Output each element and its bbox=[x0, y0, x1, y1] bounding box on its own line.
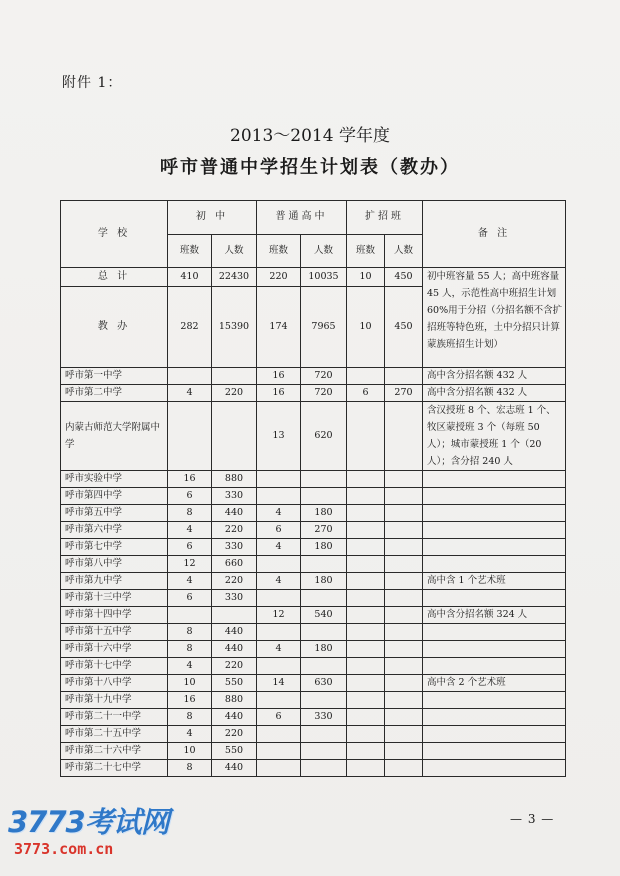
total-senior-people: 10035 bbox=[301, 268, 347, 287]
cell-j-classes: 6 bbox=[168, 488, 212, 505]
subheader-senior-classes: 班数 bbox=[257, 234, 301, 268]
office-senior-people: 7965 bbox=[301, 287, 347, 368]
header-remark: 备 注 bbox=[423, 201, 566, 268]
cell-s-people: 720 bbox=[301, 368, 347, 385]
office-label: 教 办 bbox=[61, 287, 168, 368]
cell-j-people: 220 bbox=[212, 658, 257, 675]
table-row bbox=[61, 641, 566, 658]
cell-e-people bbox=[385, 539, 423, 556]
title-main: 呼市普通中学招生计划表（教办） bbox=[160, 157, 460, 178]
table-row bbox=[61, 590, 566, 607]
cell-e-classes: 6 bbox=[347, 385, 385, 402]
cell-s-classes: 16 bbox=[257, 385, 301, 402]
cell-e-classes bbox=[347, 368, 385, 385]
cell-j-classes: 4 bbox=[168, 385, 212, 402]
cell-s-classes: 6 bbox=[257, 522, 301, 539]
subheader-senior-people: 人数 bbox=[301, 234, 347, 268]
cell-s-people bbox=[301, 658, 347, 675]
cell-e-classes bbox=[347, 726, 385, 743]
subheader-expand-people: 人数 bbox=[385, 234, 423, 268]
cell-e-people bbox=[385, 624, 423, 641]
cell-j-classes: 4 bbox=[168, 573, 212, 590]
cell-s-people: 630 bbox=[301, 675, 347, 692]
cell-s-classes bbox=[257, 692, 301, 709]
cell-s-classes bbox=[257, 760, 301, 777]
cell-s-classes bbox=[257, 743, 301, 760]
cell-e-people bbox=[385, 556, 423, 573]
cell-s-classes bbox=[257, 624, 301, 641]
school-name: 呼市第十五中学 bbox=[61, 624, 168, 641]
school-name: 呼市第二十一中学 bbox=[61, 709, 168, 726]
cell-e-people bbox=[385, 658, 423, 675]
cell-e-people bbox=[385, 760, 423, 777]
cell-j-people: 330 bbox=[212, 488, 257, 505]
table-row bbox=[61, 368, 566, 385]
cell-j-people: 880 bbox=[212, 692, 257, 709]
school-name: 呼市实验中学 bbox=[61, 471, 168, 488]
cell-s-people: 720 bbox=[301, 385, 347, 402]
cell-j-classes: 8 bbox=[168, 641, 212, 658]
cell-e-people bbox=[385, 692, 423, 709]
cell-e-people bbox=[385, 522, 423, 539]
cell-j-people: 660 bbox=[212, 556, 257, 573]
row-remark: 高中含 2 个艺术班 bbox=[423, 675, 566, 692]
row-remark bbox=[423, 726, 566, 743]
school-name: 呼市第二十六中学 bbox=[61, 743, 168, 760]
table-row bbox=[61, 556, 566, 573]
cell-j-classes bbox=[168, 402, 212, 471]
total-junior-people: 22430 bbox=[212, 268, 257, 287]
row-remark: 高中含分招名额 432 人 bbox=[423, 368, 566, 385]
header-junior: 初 中 bbox=[168, 201, 257, 235]
cell-j-classes: 16 bbox=[168, 471, 212, 488]
cell-e-people: 270 bbox=[385, 385, 423, 402]
cell-s-people: 180 bbox=[301, 641, 347, 658]
table-row bbox=[61, 692, 566, 709]
cell-s-people: 620 bbox=[301, 402, 347, 471]
row-remark bbox=[423, 505, 566, 522]
cell-j-people: 550 bbox=[212, 743, 257, 760]
row-remark bbox=[423, 590, 566, 607]
cell-e-classes bbox=[347, 607, 385, 624]
table-row bbox=[61, 573, 566, 590]
cell-j-classes: 4 bbox=[168, 726, 212, 743]
cell-j-classes bbox=[168, 368, 212, 385]
table-header-row bbox=[61, 201, 566, 235]
cell-s-people: 330 bbox=[301, 709, 347, 726]
row-remark: 高中含分招名额 324 人 bbox=[423, 607, 566, 624]
cell-j-people: 440 bbox=[212, 624, 257, 641]
row-remark bbox=[423, 658, 566, 675]
cell-s-people bbox=[301, 590, 347, 607]
cell-e-people bbox=[385, 675, 423, 692]
cell-e-people bbox=[385, 641, 423, 658]
school-name: 呼市第十六中学 bbox=[61, 641, 168, 658]
cell-e-classes bbox=[347, 641, 385, 658]
school-name: 呼市第九中学 bbox=[61, 573, 168, 590]
cell-s-classes: 6 bbox=[257, 709, 301, 726]
school-name: 呼市第十四中学 bbox=[61, 607, 168, 624]
office-junior-people: 15390 bbox=[212, 287, 257, 368]
cell-s-classes bbox=[257, 556, 301, 573]
office-expand-classes: 10 bbox=[347, 287, 385, 368]
cell-e-people bbox=[385, 743, 423, 760]
school-name: 呼市第十七中学 bbox=[61, 658, 168, 675]
cell-j-classes: 6 bbox=[168, 539, 212, 556]
total-junior-classes: 410 bbox=[168, 268, 212, 287]
office-senior-classes: 174 bbox=[257, 287, 301, 368]
subheader-junior-people: 人数 bbox=[212, 234, 257, 268]
cell-e-classes bbox=[347, 590, 385, 607]
table-row bbox=[61, 385, 566, 402]
table-row bbox=[61, 675, 566, 692]
subheader-expand-classes: 班数 bbox=[347, 234, 385, 268]
cell-s-classes: 4 bbox=[257, 539, 301, 556]
row-remark: 含汉授班 8 个、宏志班 1 个、牧区蒙授班 3 个（每班 50 人）；城市蒙授班 1 个（20 人）；含分招 240 人 bbox=[423, 402, 566, 471]
cell-s-people bbox=[301, 471, 347, 488]
cell-s-classes: 12 bbox=[257, 607, 301, 624]
school-name: 呼市第二十七中学 bbox=[61, 760, 168, 777]
total-expand-classes: 10 bbox=[347, 268, 385, 287]
table-row bbox=[61, 607, 566, 624]
table-row bbox=[61, 402, 566, 471]
row-remark bbox=[423, 743, 566, 760]
row-remark bbox=[423, 556, 566, 573]
watermark-logo bbox=[8, 805, 180, 867]
cell-e-classes bbox=[347, 743, 385, 760]
cell-j-people: 440 bbox=[212, 709, 257, 726]
cell-e-classes bbox=[347, 556, 385, 573]
cell-s-people bbox=[301, 726, 347, 743]
table-row bbox=[61, 760, 566, 777]
cell-s-people bbox=[301, 692, 347, 709]
cell-e-people bbox=[385, 607, 423, 624]
cell-s-classes bbox=[257, 471, 301, 488]
cell-j-classes: 10 bbox=[168, 743, 212, 760]
row-remark bbox=[423, 709, 566, 726]
cell-j-people: 880 bbox=[212, 471, 257, 488]
title-year: 2013～2014 学年度 bbox=[230, 126, 390, 146]
cell-j-people: 220 bbox=[212, 385, 257, 402]
attachment-label: 附件 1： bbox=[62, 75, 123, 91]
cell-j-people: 440 bbox=[212, 505, 257, 522]
total-remark: 初中班容量 55 人；高中班容量 45 人，示范性高中班招生计划 60%用于分招（分招名额不含扩招班等特色班，土中分招只计算蒙族班招生计划） bbox=[423, 268, 566, 368]
school-name: 呼市第十三中学 bbox=[61, 590, 168, 607]
cell-s-people bbox=[301, 760, 347, 777]
watermark-logo-text: 3773考试网 bbox=[8, 805, 169, 839]
cell-s-people: 180 bbox=[301, 505, 347, 522]
table-row bbox=[61, 709, 566, 726]
enrollment-plan-table bbox=[60, 200, 566, 777]
table-row bbox=[61, 624, 566, 641]
cell-j-classes bbox=[168, 607, 212, 624]
cell-s-people: 180 bbox=[301, 573, 347, 590]
cell-j-people: 440 bbox=[212, 760, 257, 777]
cell-s-classes bbox=[257, 658, 301, 675]
row-remark bbox=[423, 641, 566, 658]
school-name: 呼市第七中学 bbox=[61, 539, 168, 556]
row-remark bbox=[423, 692, 566, 709]
row-remark bbox=[423, 471, 566, 488]
cell-s-classes bbox=[257, 726, 301, 743]
cell-s-classes: 16 bbox=[257, 368, 301, 385]
table-row bbox=[61, 539, 566, 556]
cell-j-classes: 4 bbox=[168, 658, 212, 675]
cell-j-people: 220 bbox=[212, 726, 257, 743]
cell-e-people bbox=[385, 709, 423, 726]
page-number: — 3 — bbox=[510, 812, 555, 826]
cell-e-people bbox=[385, 488, 423, 505]
cell-j-people: 330 bbox=[212, 539, 257, 556]
cell-j-people bbox=[212, 368, 257, 385]
header-senior: 普通高中 bbox=[257, 201, 347, 235]
row-remark bbox=[423, 522, 566, 539]
cell-j-people: 220 bbox=[212, 522, 257, 539]
table-row bbox=[61, 505, 566, 522]
cell-e-classes bbox=[347, 522, 385, 539]
row-remark bbox=[423, 760, 566, 777]
header-school: 学 校 bbox=[61, 201, 168, 268]
cell-s-people bbox=[301, 488, 347, 505]
cell-e-classes bbox=[347, 624, 385, 641]
cell-j-people bbox=[212, 607, 257, 624]
school-name: 内蒙古师范大学附属中学 bbox=[61, 402, 168, 471]
cell-e-classes bbox=[347, 692, 385, 709]
cell-s-people bbox=[301, 624, 347, 641]
row-remark bbox=[423, 539, 566, 556]
watermark-url: 3773.com.cn bbox=[14, 840, 114, 858]
cell-s-classes: 4 bbox=[257, 505, 301, 522]
cell-e-people bbox=[385, 402, 423, 471]
cell-j-classes: 10 bbox=[168, 675, 212, 692]
cell-e-people bbox=[385, 368, 423, 385]
cell-j-classes: 12 bbox=[168, 556, 212, 573]
total-label: 总 计 bbox=[61, 268, 168, 287]
table-row bbox=[61, 658, 566, 675]
cell-s-people: 270 bbox=[301, 522, 347, 539]
row-remark bbox=[423, 624, 566, 641]
cell-s-people bbox=[301, 743, 347, 760]
cell-j-classes: 8 bbox=[168, 505, 212, 522]
cell-j-people bbox=[212, 402, 257, 471]
cell-s-people: 180 bbox=[301, 539, 347, 556]
cell-s-classes: 4 bbox=[257, 573, 301, 590]
cell-j-classes: 8 bbox=[168, 709, 212, 726]
cell-e-people bbox=[385, 590, 423, 607]
cell-j-people: 330 bbox=[212, 590, 257, 607]
cell-s-classes bbox=[257, 488, 301, 505]
row-remark bbox=[423, 488, 566, 505]
cell-e-classes bbox=[347, 709, 385, 726]
cell-e-classes bbox=[347, 658, 385, 675]
cell-s-classes: 13 bbox=[257, 402, 301, 471]
cell-j-classes: 8 bbox=[168, 624, 212, 641]
cell-e-classes bbox=[347, 505, 385, 522]
cell-e-classes bbox=[347, 539, 385, 556]
row-remark: 高中含分招名额 432 人 bbox=[423, 385, 566, 402]
total-row bbox=[61, 268, 566, 287]
school-name: 呼市第十八中学 bbox=[61, 675, 168, 692]
subheader-junior-classes: 班数 bbox=[168, 234, 212, 268]
cell-s-people bbox=[301, 556, 347, 573]
cell-e-classes bbox=[347, 471, 385, 488]
header-expand: 扩招班 bbox=[347, 201, 423, 235]
cell-e-people bbox=[385, 573, 423, 590]
cell-j-classes: 4 bbox=[168, 522, 212, 539]
cell-s-classes: 4 bbox=[257, 641, 301, 658]
table-row bbox=[61, 743, 566, 760]
school-name: 呼市第二十五中学 bbox=[61, 726, 168, 743]
total-senior-classes: 220 bbox=[257, 268, 301, 287]
office-junior-classes: 282 bbox=[168, 287, 212, 368]
cell-e-classes bbox=[347, 760, 385, 777]
row-remark: 高中含 1 个艺术班 bbox=[423, 573, 566, 590]
cell-j-classes: 8 bbox=[168, 760, 212, 777]
school-name: 呼市第一中学 bbox=[61, 368, 168, 385]
cell-e-classes bbox=[347, 488, 385, 505]
cell-s-classes bbox=[257, 590, 301, 607]
cell-j-people: 220 bbox=[212, 573, 257, 590]
table-row bbox=[61, 488, 566, 505]
cell-e-classes bbox=[347, 573, 385, 590]
cell-e-people bbox=[385, 505, 423, 522]
school-name: 呼市第八中学 bbox=[61, 556, 168, 573]
cell-e-classes bbox=[347, 675, 385, 692]
cell-s-people: 540 bbox=[301, 607, 347, 624]
cell-j-people: 440 bbox=[212, 641, 257, 658]
cell-j-classes: 16 bbox=[168, 692, 212, 709]
cell-e-classes bbox=[347, 402, 385, 471]
table-row bbox=[61, 471, 566, 488]
office-expand-people: 450 bbox=[385, 287, 423, 368]
school-name: 呼市第十九中学 bbox=[61, 692, 168, 709]
table-row bbox=[61, 522, 566, 539]
cell-j-classes: 6 bbox=[168, 590, 212, 607]
school-name: 呼市第四中学 bbox=[61, 488, 168, 505]
school-name: 呼市第五中学 bbox=[61, 505, 168, 522]
school-name: 呼市第二中学 bbox=[61, 385, 168, 402]
cell-e-people bbox=[385, 726, 423, 743]
total-expand-people: 450 bbox=[385, 268, 423, 287]
cell-j-people: 550 bbox=[212, 675, 257, 692]
school-name: 呼市第六中学 bbox=[61, 522, 168, 539]
cell-e-people bbox=[385, 471, 423, 488]
table-row bbox=[61, 726, 566, 743]
cell-s-classes: 14 bbox=[257, 675, 301, 692]
